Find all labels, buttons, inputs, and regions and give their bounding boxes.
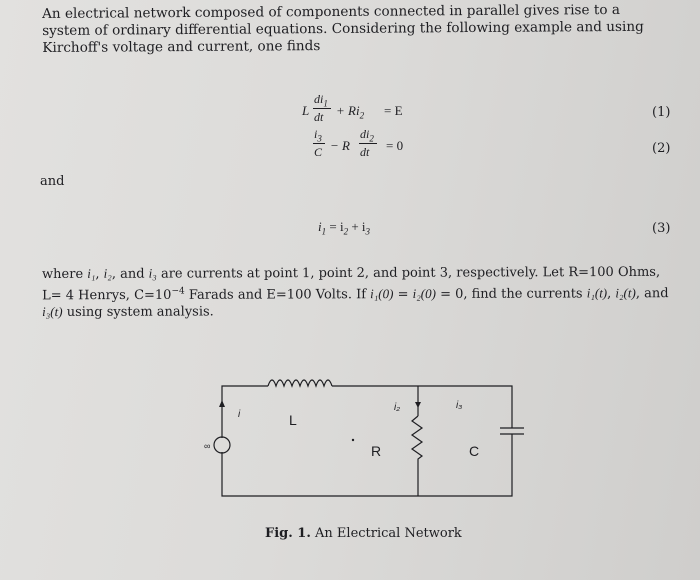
eq1-L: L [302,103,310,118]
inductor-coil [268,380,332,386]
eq3-expression: $i_1 = i_2 + i_3$ [318,219,371,237]
intro-paragraph: An electrical network composed of components connected in parallel gives rise to a system of ordinary differential equations. Considering the following example and using Kirchoff's voltage and current, one finds [42,1,644,56]
node-dot [352,439,354,441]
wire-top-right [332,386,512,428]
eq2-number: (2) [652,141,671,156]
and-label: and [40,174,65,189]
current-arrow-resistor [415,402,421,408]
eq2-numerator: $i_3$ [314,127,322,144]
current-i2-label: i₂ [394,402,401,413]
figure-caption: Fig. 1. An Electrical Network [265,526,462,541]
wire-bottom [222,452,415,496]
wire-capacitor-down [415,434,512,496]
wire-left-top [222,386,268,438]
resistor-label: R [371,443,382,459]
current-i1-label: i [238,409,241,420]
inductor-label: L [289,412,297,428]
eq1-denominator: dt [314,110,324,124]
eq2-dnumerator: $di_2$ [360,127,374,144]
eq1-rhs: = E [384,103,403,118]
eq2-minus-R: − R [330,138,350,153]
resistor-zigzag [412,416,422,496]
eq2-rhs: = 0 [386,138,404,153]
eq1-rest: + $Ri_2$ [336,103,365,121]
voltage-source [214,437,230,453]
current-i3-label: i₃ [456,400,463,411]
eq1-number: (1) [652,105,671,120]
eq2-denominator: C [314,145,323,159]
eq1-numerator: $di_1$ [314,92,328,109]
capacitor-label: C [469,443,480,459]
source-mark: ∞ [204,441,211,451]
current-arrow-left [219,400,225,407]
problem-paragraph: where i₁, i₂, and i₃ are currents at point 1, point 2, and point 3, respectively. Let R=100 Ohms, L= 4 Henrys, $C=10^{-4}$ Farads and E=100 Volts. If i₁(0) = i₂(0) = 0, find the currents i₁(t), i₂(t), and i₃(t) using system analysis. [42,264,669,321]
eq2-ddenominator: dt [360,145,370,159]
eq3-number: (3) [652,221,671,236]
